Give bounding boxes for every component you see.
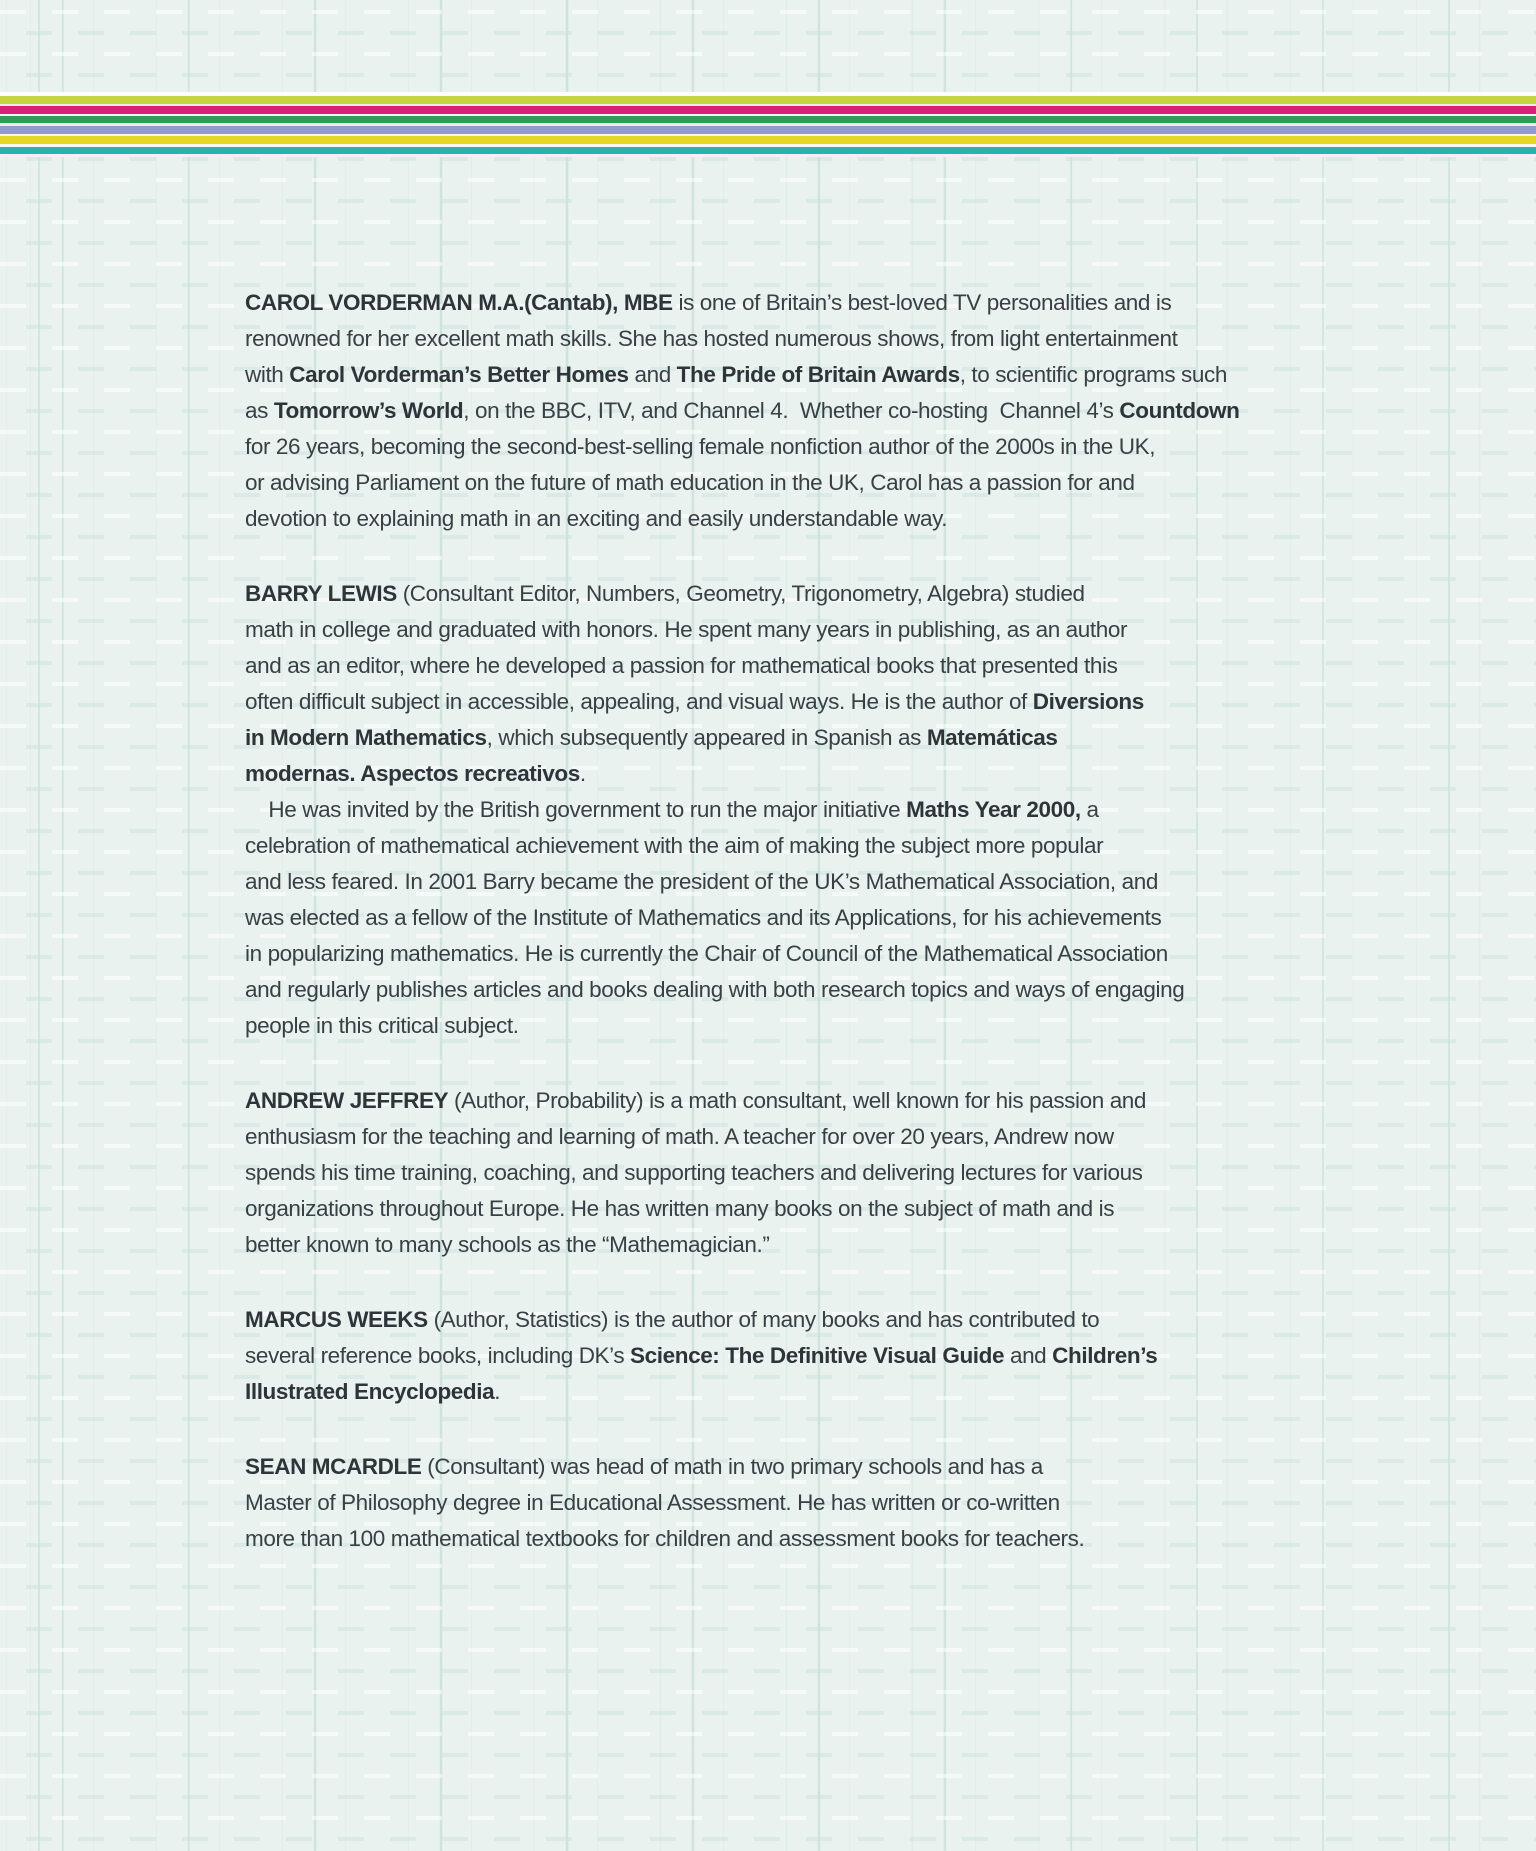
bold-text-run: Tomorrow’s World [273, 398, 464, 423]
bold-text-run: Children’s [1052, 1343, 1158, 1368]
text-run: several reference books, including DK’s [245, 1343, 631, 1368]
bold-text-run: Maths Year 2000, [906, 797, 1081, 822]
text-run: as [245, 398, 274, 423]
author-bios-text-block [245, 285, 1240, 1557]
text-run: and regularly publishes articles and books dealing with both research topics and ways of engaging [245, 977, 1185, 1002]
text-line [245, 501, 1240, 537]
lavender-stripe [0, 126, 1536, 134]
text-run: (Author, Statistics) is the author of many books and has contributed to [427, 1307, 1100, 1332]
text-line [245, 648, 1240, 684]
text-line [245, 900, 1240, 936]
bold-text-run: Carol Vorderman’s Better Homes [289, 362, 629, 387]
text-run: celebration of mathematical achievement with the aim of making the subject more popular [245, 833, 1104, 858]
carol-vorderman-bio [245, 285, 1240, 537]
text-line [245, 429, 1240, 465]
sean-mcardle-bio [245, 1449, 1240, 1557]
text-line [245, 972, 1240, 1008]
text-run: , on the BBC, ITV, and Channel 4. Whether co-hosting Channel 4’s [463, 398, 1120, 423]
text-line [245, 576, 1240, 612]
text-run: is one of Britain’s best-loved TV personalities and is [672, 290, 1172, 315]
text-run: , which subsequently appeared in Spanish as [486, 725, 927, 750]
text-line [245, 828, 1240, 864]
text-run: (Consultant) was head of math in two primary schools and has a [421, 1454, 1043, 1479]
bold-text-run: in Modern Mathematics [245, 725, 487, 750]
teal-stripe [0, 147, 1536, 154]
bold-text-run: CAROL VORDERMAN M.A.(Cantab), MBE [245, 290, 673, 315]
bold-text-run: BARRY LEWIS [245, 581, 397, 606]
text-line [245, 1449, 1240, 1485]
bold-text-run: MARCUS WEEKS [245, 1307, 428, 1332]
text-run: (Consultant Editor, Numbers, Geometry, Trigonometry, Algebra) studied [396, 581, 1085, 606]
text-run: . [494, 1379, 501, 1404]
text-line [245, 357, 1240, 393]
bold-text-run: Matemáticas [926, 725, 1058, 750]
text-line [245, 720, 1240, 756]
text-line [245, 465, 1240, 501]
green-stripe [0, 116, 1536, 123]
text-run: spends his time training, coaching, and supporting teachers and delivering lectures for various [245, 1160, 1143, 1185]
text-run: . [579, 761, 586, 786]
text-line [245, 1119, 1240, 1155]
text-run: people in this critical subject. [245, 1013, 519, 1038]
yellow-stripe [0, 136, 1536, 144]
text-line [245, 936, 1240, 972]
text-run: and less feared. In 2001 Barry became the president of the UK’s Mathematical Association, and [245, 869, 1158, 894]
decorative-stripe-band [0, 92, 1536, 157]
text-run: a [1080, 797, 1099, 822]
text-run: in popularizing mathematics. He is currently the Chair of Council of the Mathematical Association [245, 941, 1168, 966]
bold-text-run: modernas. Aspectos recreativos [245, 761, 580, 786]
bold-text-run: ANDREW JEFFREY [245, 1088, 449, 1113]
text-line [245, 1227, 1240, 1263]
magenta-stripe [0, 106, 1536, 114]
text-line [245, 1485, 1240, 1521]
text-line [245, 1083, 1240, 1119]
text-run: renowned for her excellent math skills. She has hosted numerous shows, from light entertainment [245, 326, 1178, 351]
text-line [245, 393, 1240, 429]
text-line [245, 612, 1240, 648]
text-line [245, 1302, 1240, 1338]
text-line [245, 756, 1240, 792]
text-run: for 26 years, becoming the second-best-selling female nonfiction author of the 2000s in the UK, [245, 434, 1156, 459]
text-run: devotion to explaining math in an exciting and easily understandable way. [245, 506, 948, 531]
text-run: or advising Parliament on the future of math education in the UK, Carol has a passion for and [245, 470, 1135, 495]
text-line [245, 1338, 1240, 1374]
text-line [245, 1155, 1240, 1191]
text-run: math in college and graduated with honors. He spent many years in publishing, as an author [245, 617, 1128, 642]
bold-text-run: Diversions [1032, 689, 1144, 714]
text-line [245, 321, 1240, 357]
text-run: better known to many schools as the “Mathemagician.” [245, 1232, 770, 1257]
marcus-weeks-bio [245, 1302, 1240, 1410]
bold-text-run: The Pride of Britain Awards [676, 362, 960, 387]
text-run: He was invited by the British government to run the major initiative [245, 797, 907, 822]
text-run: and [1004, 1343, 1053, 1368]
text-run: with [245, 362, 290, 387]
text-line [245, 285, 1240, 321]
text-run: more than 100 mathematical textbooks for children and assessment books for teachers. [245, 1526, 1085, 1551]
bold-text-run: Countdown [1119, 398, 1240, 423]
barry-lewis-bio [245, 576, 1240, 1044]
bold-text-run: Science: The Definitive Visual Guide [630, 1343, 1005, 1368]
text-line [245, 1191, 1240, 1227]
text-run: enthusiasm for the teaching and learning of math. A teacher for over 20 years, Andrew now [245, 1124, 1114, 1149]
text-run: was elected as a fellow of the Institute of Mathematics and its Applications, for his achievements [245, 905, 1162, 930]
text-run: and [628, 362, 677, 387]
text-line [245, 1008, 1240, 1044]
text-run: often difficult subject in accessible, appealing, and visual ways. He is the author of [245, 689, 1033, 714]
text-line [245, 1521, 1240, 1557]
text-run: organizations throughout Europe. He has written many books on the subject of math and is [245, 1196, 1115, 1221]
andrew-jeffrey-bio [245, 1083, 1240, 1263]
bold-text-run: Illustrated Encyclopedia [245, 1379, 495, 1404]
bold-text-run: SEAN MCARDLE [245, 1454, 422, 1479]
text-line [245, 792, 1240, 828]
text-run: Master of Philosophy degree in Educational Assessment. He has written or co-written [245, 1490, 1060, 1515]
text-line [245, 864, 1240, 900]
text-run: and as an editor, where he developed a passion for mathematical books that presented this [245, 653, 1118, 678]
lime-stripe [0, 96, 1536, 104]
text-line [245, 1374, 1240, 1410]
text-line [245, 684, 1240, 720]
pink-band [0, 154, 1536, 157]
text-run: (Author, Probability) is a math consultant, well known for his passion and [448, 1088, 1147, 1113]
text-run: , to scientific programs such [959, 362, 1227, 387]
